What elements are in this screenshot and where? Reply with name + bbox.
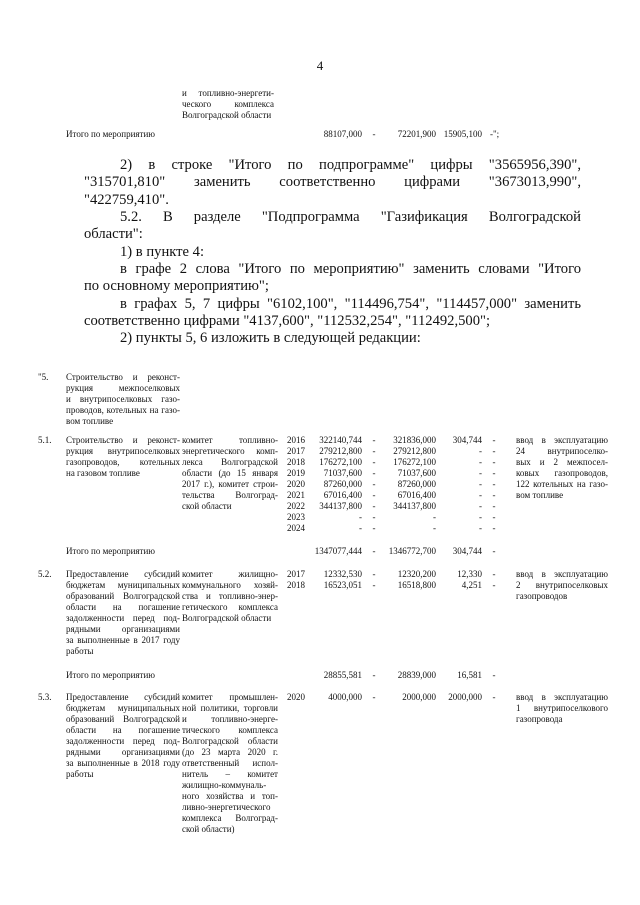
row-5-name: Строительство и реконст- рукция межпоселковых и внутрипоселковых газо- проводов, котельных на газо- вом топливе	[66, 372, 180, 426]
row-5-1-total-col9: -	[492, 546, 496, 556]
prev-total-label: Итого по мероприятию	[66, 129, 156, 139]
row-5-3-executor: комитет промышлен- ной политики, торговли и топливно-энерге- тического комплекса Волгоградской области (до 23 марта 2020 г. ответственный испол- нитель – комитет жилищно-коммуналь- ного хозяйства и топ- ливно-энергетического комплекса Волгоград- ской области)	[182, 692, 278, 834]
row-5-1-total-col6: -	[372, 546, 376, 556]
row-5-2-years: 2017 2018	[287, 569, 305, 590]
row-5-2-col8: 12,330 4,251	[457, 569, 482, 590]
row-5-2-col6: - -	[372, 569, 376, 590]
text-line-2: "315701,810" заменить соответственно цифрами "3673013,990",	[84, 174, 581, 190]
row-5-2-total-col9: -	[492, 670, 496, 680]
row-5-3-result: ввод в эксплуатацию 1 внутрипоселкового газопровода	[516, 692, 608, 724]
row-5-1-total-col5: 1347077,444	[314, 546, 362, 556]
row-5-3-col6: -	[372, 692, 376, 702]
row-5-1-col7: 321836,000 279212,800 176272,100 71037,600 87260,000 67016,400 344137,800 - -	[393, 435, 436, 533]
prev-total-col7: 72201,900	[397, 129, 436, 139]
row-5-2-col9: - -	[492, 569, 496, 590]
row-5-2-name: Предоставление субсидий бюджетам муниципальных образований Волгоградской области на погашение задолженности перед под- рядными организациями за выполненные в 2017 году работы	[66, 569, 180, 656]
row-5-2-total-col7: 28839,000	[397, 670, 436, 680]
row-5-2-total-col6: -	[372, 670, 376, 680]
row-5-2-col5: 12332,530 16523,051	[323, 569, 362, 590]
text-line-7: в графе 2 слова "Итого по мероприятию" заменить словами "Итого	[120, 261, 581, 277]
row-5-1-col6: - - - - - - - - -	[372, 435, 376, 533]
row-5-3-col5: 4000,000	[328, 692, 362, 702]
row-5-2-col7: 12320,200 16518,800	[397, 569, 436, 590]
prev-total-col8: 15905,100	[443, 129, 482, 139]
row-5-1-col5: 322140,744 279212,800 176272,100 71037,600 87260,000 67016,400 344137,800 - -	[319, 435, 362, 533]
text-line-11: 2) пункты 5, 6 изложить в следующей редакции:	[120, 330, 421, 346]
row-5-1-number: 5.1.	[38, 435, 52, 445]
prev-total-col6: -	[372, 129, 376, 139]
text-line-1: 2) в строке "Итого по подпрограмме" цифры "3565956,390",	[120, 157, 581, 173]
row-5-3-col9: -	[492, 692, 496, 702]
row-5-3-col8: 2000,000	[448, 692, 482, 702]
row-5-3-number: 5.3.	[38, 692, 52, 702]
row-5-2-total-col5: 28855,581	[323, 670, 362, 680]
text-line-3: "422759,410".	[84, 192, 169, 208]
row-5-1-total-label: Итого по мероприятию	[66, 546, 156, 556]
row-5-1-result: ввод в эксплуатацию 24 внутрипоселко- вых и 2 межпосел- ковых газопроводов, 122 котельных на газо- вом топливе	[516, 435, 608, 500]
row-5-1-total-col7: 1346772,700	[388, 546, 436, 556]
row-5-3-col7: 2000,000	[402, 692, 436, 702]
text-line-10: соответственно цифрами "4137,600", "112532,254", "112492,500";	[84, 313, 491, 329]
text-line-5: области":	[84, 226, 143, 242]
row-5-2-total-col8: 16,581	[457, 670, 482, 680]
text-line-6: 1) в пункте 4:	[120, 244, 205, 260]
text-line-4: 5.2. В разделе "Подпрограмма "Газификация Волгоградской	[120, 209, 581, 225]
row-5-2-total-label: Итого по мероприятию	[66, 670, 156, 680]
text-line-8: по основному мероприятию";	[84, 278, 269, 294]
row-5-1-col9: - - - - - - - - -	[492, 435, 496, 533]
row-5-1-total-col8: 304,744	[452, 546, 482, 556]
row-5-3-years: 2020	[287, 692, 305, 702]
row-5-1-col8: 304,744 - - - - - - - -	[452, 435, 482, 533]
row-5-1-name: Строительство и реконст- рукция внутрипоселковых газопроводов, котельных на газовом топливе	[66, 435, 180, 478]
row-5-3-name: Предоставление субсидий бюджетам муниципальных образований Волгоградской области на погашение задолженности перед под- рядными организациями за выполненные в 2018 году работы	[66, 692, 180, 779]
prev-total-col5: 88107,000	[323, 129, 362, 139]
prev-executor-continuation: и топливно-энергети- ческого комплекса Волгоградской области	[182, 88, 274, 120]
row-5-2-executor: комитет жилищно- коммунального хозяй- ства и топливно-энер- гетического комплекса Волгоградской области	[182, 569, 278, 623]
row-5-2-number: 5.2.	[38, 569, 52, 579]
page-number: 4	[316, 58, 324, 73]
prev-total-col9: -";	[490, 129, 500, 139]
row-5-2-result: ввод в эксплуатацию 2 внутрипоселковых газопроводов	[516, 569, 608, 601]
row-5-1-years: 2016 2017 2018 2019 2020 2021 2022 2023 2024	[287, 435, 305, 533]
row-5-1-executor: комитет топливно- энергетического комп- лекса Волгоградской области (до 15 января 2017 г.), комитет строи- тельства Волгоград- ской области	[182, 435, 278, 511]
text-line-9: в графах 5, 7 цифры "6102,100", "114496,754", "114457,000" заменить	[120, 296, 581, 312]
row-5-number: "5.	[38, 372, 49, 382]
